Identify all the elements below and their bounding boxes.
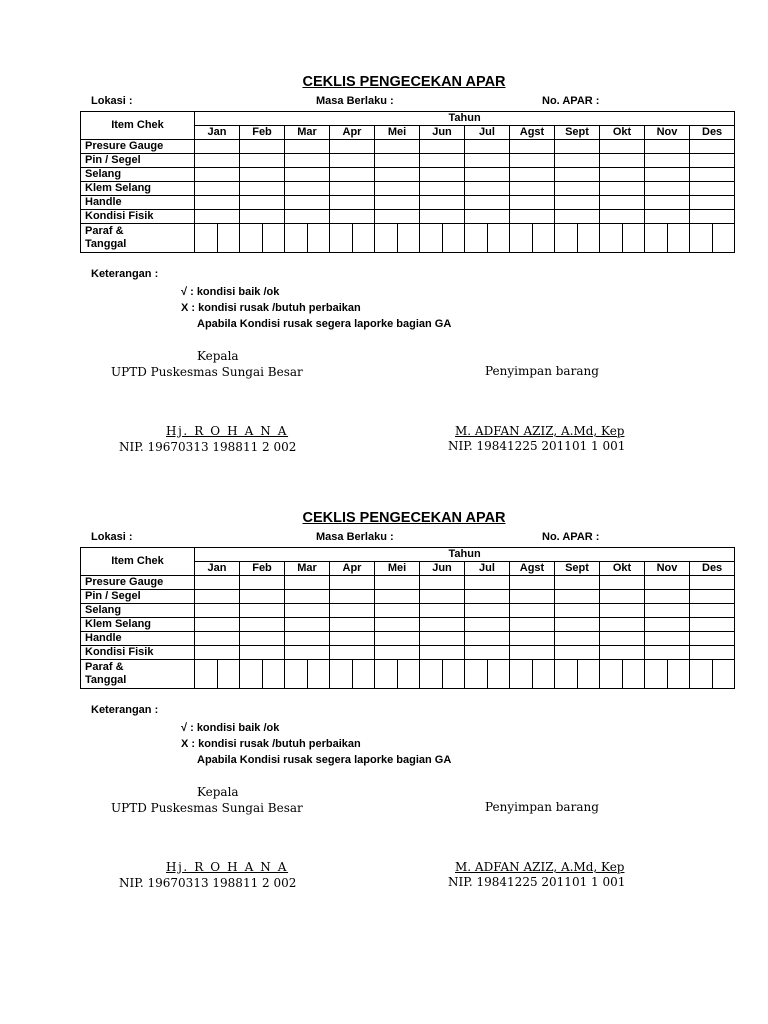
month-header: Mei (375, 126, 420, 140)
check-cell[interactable] (240, 604, 285, 618)
check-cell[interactable] (600, 168, 645, 182)
check-cell[interactable] (510, 576, 555, 590)
check-cell[interactable] (465, 210, 510, 224)
paraf-cell[interactable] (330, 660, 353, 689)
check-cell[interactable] (285, 140, 330, 154)
month-header: Mar (285, 126, 330, 140)
no-apar-label: No. APAR : (542, 531, 600, 543)
note-rusak: X : kondisi rusak /butuh perbaikan (181, 738, 361, 750)
check-cell[interactable] (645, 140, 690, 154)
item-label: Presure Gauge (81, 140, 195, 154)
month-header: Jun (420, 126, 465, 140)
check-cell[interactable] (285, 196, 330, 210)
paraf-cell[interactable] (195, 660, 218, 689)
check-cell[interactable] (510, 646, 555, 660)
check-cell[interactable] (330, 168, 375, 182)
check-cell[interactable] (420, 182, 465, 196)
check-cell[interactable] (510, 618, 555, 632)
signatory-nip-2: NIP. 19841225 201101 1 001 (448, 439, 626, 453)
check-cell[interactable] (645, 154, 690, 168)
check-cell[interactable] (285, 182, 330, 196)
paraf-row (81, 224, 735, 253)
paraf-cell[interactable] (442, 224, 465, 253)
check-cell[interactable] (645, 210, 690, 224)
paraf-cell[interactable] (397, 224, 420, 253)
signatory-nip-2: NIP. 19841225 201101 1 001 (448, 875, 626, 889)
check-cell[interactable] (285, 604, 330, 618)
check-cell[interactable] (645, 604, 690, 618)
month-header: Apr (330, 126, 375, 140)
check-cell[interactable] (690, 182, 735, 196)
month-header: Jan (195, 126, 240, 140)
check-cell[interactable] (690, 154, 735, 168)
form-title: CEKLIS PENGECEKAN APAR (302, 510, 506, 526)
check-cell[interactable] (555, 196, 600, 210)
month-header: Mei (375, 562, 420, 576)
check-cell[interactable] (330, 196, 375, 210)
check-cell[interactable] (465, 154, 510, 168)
check-cell[interactable] (240, 154, 285, 168)
no-apar-label: No. APAR : (542, 95, 600, 107)
check-cell[interactable] (285, 168, 330, 182)
check-cell[interactable] (690, 168, 735, 182)
check-cell[interactable] (375, 154, 420, 168)
check-cell[interactable] (690, 576, 735, 590)
paraf-cell[interactable] (262, 224, 285, 253)
check-cell[interactable] (285, 210, 330, 224)
table-row (81, 182, 735, 196)
check-cell[interactable] (645, 646, 690, 660)
check-cell[interactable] (195, 210, 240, 224)
check-cell[interactable] (420, 140, 465, 154)
check-cell[interactable] (645, 618, 690, 632)
check-cell[interactable] (285, 618, 330, 632)
table-row (81, 210, 735, 224)
month-header: Okt (600, 126, 645, 140)
check-cell[interactable] (330, 632, 375, 646)
month-header: Nov (645, 126, 690, 140)
tahun-header: Tahun (195, 112, 735, 126)
check-cell[interactable] (330, 618, 375, 632)
paraf-cell[interactable] (712, 660, 735, 689)
check-cell[interactable] (195, 154, 240, 168)
month-header: Sept (555, 126, 600, 140)
check-cell[interactable] (690, 140, 735, 154)
paraf-cell[interactable] (555, 660, 578, 689)
check-cell[interactable] (330, 646, 375, 660)
check-cell[interactable] (420, 604, 465, 618)
check-cell[interactable] (375, 632, 420, 646)
checklist-table (80, 111, 735, 253)
paraf-label: Paraf & (85, 225, 124, 237)
paraf-cell[interactable] (397, 660, 420, 689)
paraf-cell[interactable] (285, 224, 308, 253)
check-cell[interactable] (375, 182, 420, 196)
check-cell[interactable] (555, 154, 600, 168)
paraf-cell[interactable] (667, 224, 690, 253)
month-header: Des (690, 562, 735, 576)
paraf-cell[interactable] (352, 224, 375, 253)
check-cell[interactable] (285, 590, 330, 604)
month-header: Feb (240, 126, 285, 140)
check-cell[interactable] (555, 632, 600, 646)
tanggal-label: Tanggal (85, 674, 127, 686)
paraf-cell[interactable] (622, 224, 645, 253)
keterangan-label: Keterangan : (91, 704, 159, 716)
table-row (81, 590, 735, 604)
month-header: Jun (420, 562, 465, 576)
check-cell[interactable] (285, 576, 330, 590)
month-header: Okt (600, 562, 645, 576)
check-cell[interactable] (420, 210, 465, 224)
item-chek-header: Item Chek (81, 548, 195, 576)
check-cell[interactable] (195, 140, 240, 154)
check-cell[interactable] (375, 196, 420, 210)
check-cell[interactable] (465, 632, 510, 646)
check-cell[interactable] (510, 140, 555, 154)
paraf-cell[interactable] (240, 660, 263, 689)
check-cell[interactable] (465, 604, 510, 618)
check-cell[interactable] (195, 182, 240, 196)
check-cell[interactable] (465, 140, 510, 154)
check-cell[interactable] (465, 646, 510, 660)
paraf-cell[interactable] (375, 660, 398, 689)
check-cell[interactable] (555, 618, 600, 632)
check-cell[interactable] (195, 646, 240, 660)
signatory-name-2: M. ADFAN AZIZ, A.Md, Kep (455, 424, 625, 438)
check-cell[interactable] (330, 576, 375, 590)
check-cell[interactable] (330, 604, 375, 618)
signatory-name-2: M. ADFAN AZIZ, A.Md, Kep (455, 860, 625, 874)
check-cell[interactable] (195, 590, 240, 604)
masa-berlaku-label: Masa Berlaku : (316, 95, 394, 107)
check-cell[interactable] (690, 618, 735, 632)
check-cell[interactable] (420, 168, 465, 182)
form-title: CEKLIS PENGECEKAN APAR (302, 74, 506, 90)
check-cell[interactable] (690, 646, 735, 660)
table-row (81, 140, 735, 154)
check-cell[interactable] (375, 646, 420, 660)
paraf-cell[interactable] (532, 224, 555, 253)
check-cell[interactable] (465, 618, 510, 632)
check-cell[interactable] (555, 210, 600, 224)
paraf-cell[interactable] (690, 224, 713, 253)
check-cell[interactable] (240, 168, 285, 182)
check-cell[interactable] (690, 590, 735, 604)
check-cell[interactable] (195, 196, 240, 210)
paraf-cell[interactable] (645, 660, 668, 689)
month-header: Jul (465, 562, 510, 576)
paraf-cell[interactable] (645, 224, 668, 253)
check-cell[interactable] (330, 140, 375, 154)
month-header: Mar (285, 562, 330, 576)
check-cell[interactable] (420, 646, 465, 660)
check-cell[interactable] (600, 632, 645, 646)
check-cell[interactable] (465, 590, 510, 604)
check-cell[interactable] (645, 576, 690, 590)
check-cell[interactable] (510, 182, 555, 196)
tahun-header: Tahun (195, 548, 735, 562)
table-row (81, 646, 735, 660)
masa-berlaku-label: Masa Berlaku : (316, 531, 394, 543)
paraf-cell[interactable] (217, 224, 240, 253)
lokasi-label: Lokasi : (91, 531, 133, 543)
item-label: Selang (81, 168, 195, 182)
paraf-cell[interactable] (532, 660, 555, 689)
paraf-row (81, 660, 735, 689)
check-cell[interactable] (420, 590, 465, 604)
paraf-cell[interactable] (442, 660, 465, 689)
check-cell[interactable] (420, 576, 465, 590)
check-cell[interactable] (240, 182, 285, 196)
penyimpan-title: Penyimpan barang (485, 800, 599, 814)
check-cell[interactable] (690, 604, 735, 618)
paraf-cell[interactable] (487, 224, 510, 253)
note-rusak: X : kondisi rusak /butuh perbaikan (181, 302, 361, 314)
paraf-cell[interactable] (510, 660, 533, 689)
month-header: Jan (195, 562, 240, 576)
table-row (81, 632, 735, 646)
check-cell[interactable] (555, 140, 600, 154)
paraf-cell[interactable] (262, 660, 285, 689)
note-ok: √ : kondisi baik /ok (181, 722, 280, 734)
paraf-cell[interactable] (487, 660, 510, 689)
tanggal-label: Tanggal (85, 238, 127, 250)
checklist-form-1 (0, 0, 768, 480)
paraf-cell[interactable] (465, 224, 488, 253)
paraf-cell[interactable] (600, 660, 623, 689)
check-cell[interactable] (465, 576, 510, 590)
item-label: Klem Selang (81, 182, 195, 196)
check-cell[interactable] (195, 168, 240, 182)
check-cell[interactable] (510, 154, 555, 168)
table-row (81, 154, 735, 168)
check-cell[interactable] (375, 210, 420, 224)
item-label: Handle (81, 196, 195, 210)
check-cell[interactable] (510, 632, 555, 646)
paraf-cell[interactable] (217, 660, 240, 689)
kepala-title: Kepala (197, 349, 239, 363)
paraf-cell[interactable] (577, 224, 600, 253)
check-cell[interactable] (240, 196, 285, 210)
check-cell[interactable] (510, 210, 555, 224)
item-label: Handle (81, 632, 195, 646)
note-lapor: Apabila Kondisi rusak segera laporke bagian GA (197, 318, 452, 330)
note-ok: √ : kondisi baik /ok (181, 286, 280, 298)
check-cell[interactable] (375, 576, 420, 590)
check-cell[interactable] (375, 604, 420, 618)
kepala-title: Kepala (197, 785, 239, 799)
check-cell[interactable] (240, 576, 285, 590)
check-cell[interactable] (600, 646, 645, 660)
check-cell[interactable] (465, 196, 510, 210)
month-header: Sept (555, 562, 600, 576)
item-label: Presure Gauge (81, 576, 195, 590)
table-row (81, 618, 735, 632)
paraf-cell[interactable] (420, 660, 443, 689)
month-header: Agst (510, 126, 555, 140)
month-header: Jul (465, 126, 510, 140)
check-cell[interactable] (600, 140, 645, 154)
check-cell[interactable] (600, 618, 645, 632)
check-cell[interactable] (375, 590, 420, 604)
check-cell[interactable] (510, 168, 555, 182)
uptd-title: UPTD Puskesmas Sungai Besar (111, 801, 303, 815)
check-cell[interactable] (420, 154, 465, 168)
penyimpan-title: Penyimpan barang (485, 364, 599, 378)
check-cell[interactable] (465, 182, 510, 196)
item-label: Klem Selang (81, 618, 195, 632)
paraf-cell[interactable] (307, 660, 330, 689)
check-cell[interactable] (600, 182, 645, 196)
paraf-cell[interactable] (622, 660, 645, 689)
check-cell[interactable] (195, 618, 240, 632)
paraf-cell[interactable] (667, 660, 690, 689)
item-label: Pin / Segel (81, 590, 195, 604)
paraf-cell[interactable] (555, 224, 578, 253)
checklist-form-2 (0, 436, 768, 916)
check-cell[interactable] (510, 604, 555, 618)
paraf-cell[interactable] (600, 224, 623, 253)
item-label: Kondisi Fisik (81, 646, 195, 660)
check-cell[interactable] (375, 618, 420, 632)
check-cell[interactable] (690, 210, 735, 224)
item-chek-header: Item Chek (81, 112, 195, 140)
check-cell[interactable] (285, 646, 330, 660)
check-cell[interactable] (645, 196, 690, 210)
paraf-cell[interactable] (307, 224, 330, 253)
table-row (81, 576, 735, 590)
check-cell[interactable] (420, 618, 465, 632)
check-cell[interactable] (240, 590, 285, 604)
table-row (81, 168, 735, 182)
check-cell[interactable] (375, 140, 420, 154)
check-cell[interactable] (465, 168, 510, 182)
check-cell[interactable] (555, 646, 600, 660)
paraf-cell[interactable] (195, 224, 218, 253)
check-cell[interactable] (330, 154, 375, 168)
paraf-cell[interactable] (510, 224, 533, 253)
paraf-cell[interactable] (375, 224, 398, 253)
paraf-cell[interactable] (465, 660, 488, 689)
lokasi-label: Lokasi : (91, 95, 133, 107)
signatory-name-1: Hj. R O H A N A (166, 860, 289, 874)
check-cell[interactable] (555, 590, 600, 604)
check-cell[interactable] (240, 646, 285, 660)
check-cell[interactable] (510, 590, 555, 604)
paraf-cell[interactable] (690, 660, 713, 689)
uptd-title: UPTD Puskesmas Sungai Besar (111, 365, 303, 379)
check-cell[interactable] (240, 140, 285, 154)
paraf-cell[interactable] (240, 224, 263, 253)
check-cell[interactable] (600, 210, 645, 224)
table-row (81, 196, 735, 210)
check-cell[interactable] (645, 168, 690, 182)
check-cell[interactable] (645, 590, 690, 604)
month-header: Apr (330, 562, 375, 576)
checklist-table (80, 547, 735, 689)
paraf-cell[interactable] (330, 224, 353, 253)
check-cell[interactable] (555, 576, 600, 590)
paraf-cell[interactable] (285, 660, 308, 689)
paraf-label: Paraf & (85, 661, 124, 673)
signatory-name-1: Hj. R O H A N A (166, 424, 289, 438)
month-header: Feb (240, 562, 285, 576)
note-lapor: Apabila Kondisi rusak segera laporke bagian GA (197, 754, 452, 766)
month-header: Nov (645, 562, 690, 576)
paraf-cell[interactable] (420, 224, 443, 253)
keterangan-label: Keterangan : (91, 268, 159, 280)
item-label: Selang (81, 604, 195, 618)
check-cell[interactable] (195, 632, 240, 646)
check-cell[interactable] (375, 168, 420, 182)
check-cell[interactable] (420, 632, 465, 646)
check-cell[interactable] (690, 196, 735, 210)
check-cell[interactable] (555, 168, 600, 182)
check-cell[interactable] (330, 210, 375, 224)
check-cell[interactable] (195, 604, 240, 618)
check-cell[interactable] (555, 182, 600, 196)
paraf-cell[interactable] (577, 660, 600, 689)
check-cell[interactable] (600, 196, 645, 210)
item-label: Pin / Segel (81, 154, 195, 168)
paraf-cell[interactable] (352, 660, 375, 689)
check-cell[interactable] (510, 196, 555, 210)
signatory-nip-1: NIP. 19670313 198811 2 002 (119, 876, 297, 890)
paraf-tanggal-label (81, 660, 195, 689)
item-label: Kondisi Fisik (81, 210, 195, 224)
check-cell[interactable] (330, 182, 375, 196)
check-cell[interactable] (240, 618, 285, 632)
month-header: Des (690, 126, 735, 140)
check-cell[interactable] (285, 154, 330, 168)
check-cell[interactable] (600, 590, 645, 604)
check-cell[interactable] (600, 154, 645, 168)
check-cell[interactable] (240, 632, 285, 646)
check-cell[interactable] (600, 576, 645, 590)
check-cell[interactable] (195, 576, 240, 590)
check-cell[interactable] (420, 196, 465, 210)
check-cell[interactable] (645, 182, 690, 196)
check-cell[interactable] (600, 604, 645, 618)
check-cell[interactable] (690, 632, 735, 646)
check-cell[interactable] (555, 604, 600, 618)
check-cell[interactable] (240, 210, 285, 224)
table-row (81, 604, 735, 618)
check-cell[interactable] (330, 590, 375, 604)
paraf-cell[interactable] (712, 224, 735, 253)
paraf-tanggal-label (81, 224, 195, 253)
check-cell[interactable] (645, 632, 690, 646)
check-cell[interactable] (285, 632, 330, 646)
signatory-nip-1: NIP. 19670313 198811 2 002 (119, 440, 297, 454)
month-header: Agst (510, 562, 555, 576)
